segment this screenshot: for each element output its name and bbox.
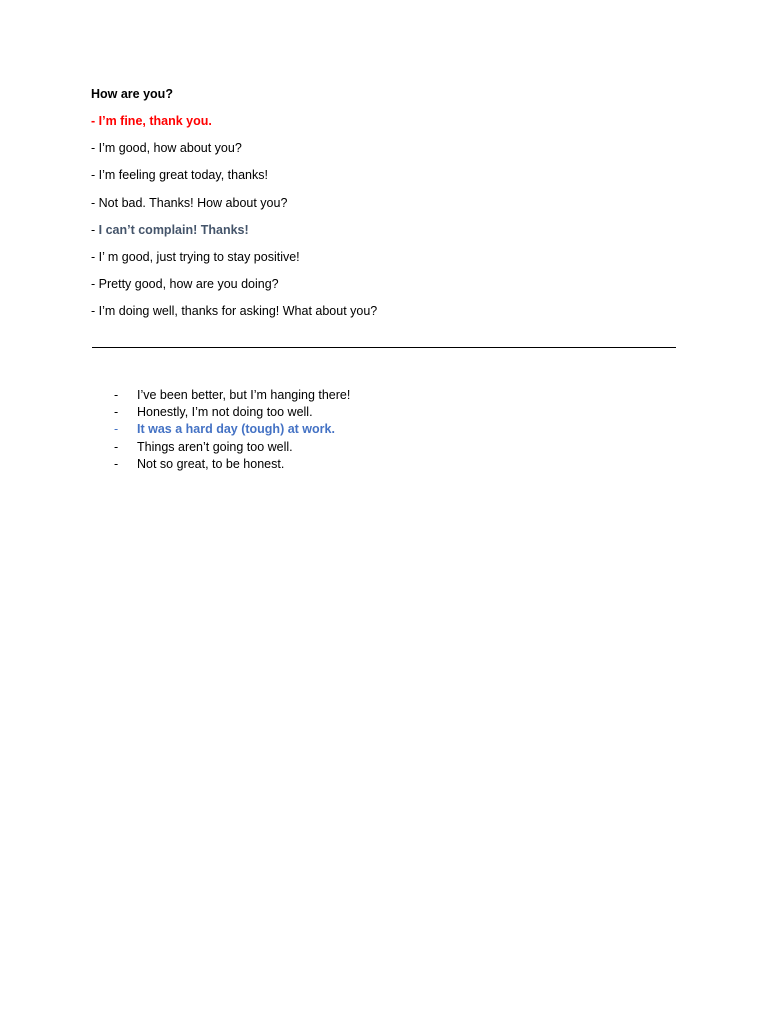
list-item: - It was a hard day (tough) at work. [114,421,350,438]
list-item: - Honestly, I’m not doing too well. [114,404,350,421]
horizontal-divider [92,347,676,348]
list-item: - I’m good, how about you? [91,141,242,156]
dash-bullet: - [114,388,119,402]
list-item: - Things aren’t going too well. [114,439,350,456]
list-item: - I’ve been better, but I’m hanging there! [114,387,350,404]
negative-answers-list [114,387,350,473]
list-item: - I’m doing well, thanks for asking! What about you? [91,304,378,319]
list-item: - I’m fine, thank you. [91,114,212,128]
list-item: - I can’t complain! Thanks! [91,222,249,237]
document-heading: How are you? [91,87,173,101]
dash-bullet: - [114,439,119,454]
list-item: - Not bad. Thanks! How about you? [91,195,288,210]
list-item: - I’ m good, just trying to stay positive! [91,249,300,264]
dash-bullet: - [114,422,119,437]
positive-answers-list [91,113,377,331]
list-item: - Pretty good, how are you doing? [91,277,279,292]
list-item: - I’m feeling great today, thanks! [91,168,268,183]
dash-bullet: - [114,405,119,420]
list-item: - Not so great, to be honest. [114,456,350,473]
dash-bullet: - [114,456,119,471]
